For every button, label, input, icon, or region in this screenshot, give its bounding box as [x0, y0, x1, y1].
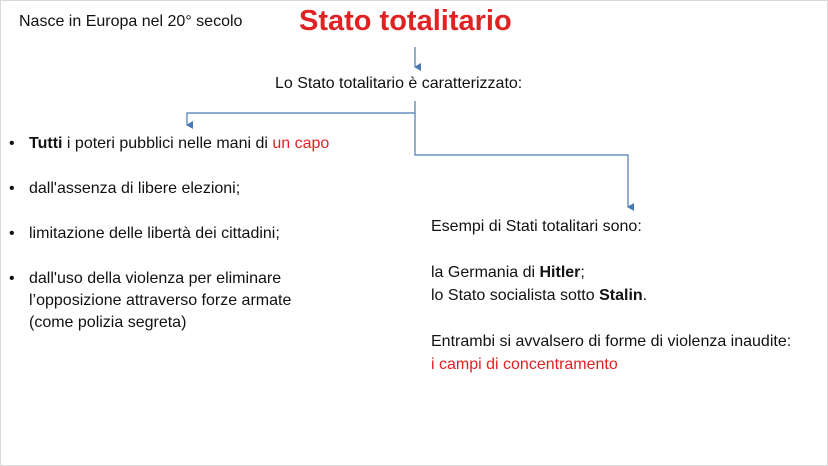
bullet-text: limitazione delle libertà dei cittadini;: [29, 225, 280, 242]
conclusion-text: Entrambi si avvalsero di forme di violenza inaudite:: [431, 333, 792, 350]
bullet-text: dall'assenza di libere elezioni;: [29, 180, 241, 197]
camps-line: [431, 353, 791, 376]
bullet-dot: •: [9, 135, 15, 152]
example-germany: [431, 261, 791, 284]
bullet-dot: •: [9, 225, 15, 242]
characteristics-list: [9, 133, 329, 357]
bullet-dot: •: [9, 180, 15, 197]
bullet-text-line: dall'uso della violenza per eliminare: [29, 270, 282, 287]
camps-prefix: i: [431, 356, 439, 373]
bullet-text-line: (come polizia segreta): [29, 314, 187, 331]
bold-term: Tutti: [29, 135, 63, 152]
example-leader: Hitler: [539, 264, 581, 281]
list-item: [9, 223, 329, 245]
camps-highlight: campi di concentramento: [439, 356, 618, 373]
right-branch-arrow: [415, 113, 628, 207]
example-leader: Stalin: [599, 287, 643, 304]
left-branch-arrow: [187, 101, 415, 125]
examples-block: [431, 215, 791, 376]
example-punct: ;: [580, 264, 585, 281]
highlight-text: un capo: [272, 135, 330, 152]
list-item: [9, 178, 329, 200]
examples-heading: Esempi di Stati totalitari sono:: [431, 218, 642, 235]
list-item: [9, 268, 329, 334]
example-text: la Germania di: [431, 264, 540, 281]
example-ussr: [431, 284, 791, 307]
intro-text: Lo Stato totalitario è caratterizzato:: [275, 75, 523, 92]
bullet-text: i poteri pubblici nelle mani di: [62, 135, 273, 152]
origin-note: Nasce in Europa nel 20° secolo: [19, 13, 243, 30]
example-text: lo Stato socialista sotto: [431, 287, 600, 304]
bullet-text-line: l’opposizione attraverso forze armate: [29, 292, 292, 309]
example-punct: .: [642, 287, 648, 304]
slide-title: Stato totalitario: [299, 5, 512, 37]
bullet-dot: •: [9, 270, 15, 287]
list-item: [9, 133, 329, 155]
